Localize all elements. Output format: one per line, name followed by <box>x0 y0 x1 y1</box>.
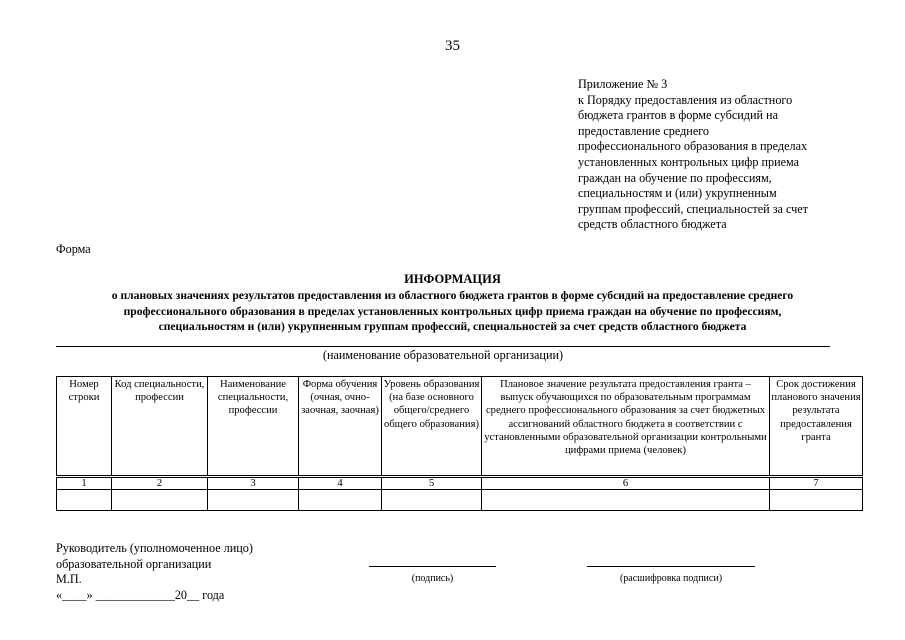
subtitle-line: о плановых значениях результатов предоставления из областного бюджета грантов в форме субсидий на предоставление среднего <box>111 289 794 302</box>
column-number: 4 <box>299 477 382 490</box>
signer-line: М.П. <box>56 572 82 586</box>
column-number: 2 <box>112 477 208 490</box>
appendix-line: к Порядку предоставления из областного <box>578 92 793 107</box>
header-cell: Наименование специальности, профессии <box>208 377 299 477</box>
table-cell <box>299 490 382 511</box>
subtitle-line: специальностям и (или) укрупненным группам профессий, специальностей за счет средств областного бюджета <box>158 320 747 333</box>
signature-line <box>369 566 496 567</box>
header-cell: Плановое значение результата предоставления гранта – выпуск обучающихся по образовательным программам среднего профессионального образования за счет бюджетных ассигнований областного бюджета в соответствии с установленными образовательной организации контрольными цифрами приема (человек) <box>482 377 770 477</box>
appendix-line: специальностям и (или) укрупненным <box>578 186 777 201</box>
appendix-line: граждан на обучение по профессиям, <box>578 170 772 185</box>
column-number: 1 <box>57 477 112 490</box>
table-cell <box>482 490 770 511</box>
page-number: 35 <box>445 38 460 54</box>
table-cell <box>57 490 112 511</box>
appendix-line: группам профессий, специальностей за счет <box>578 201 808 216</box>
table-column-numbers-row <box>57 477 863 490</box>
subtitle-line: профессионального образования в пределах установленных контрольных цифр приема граждан на обучение по профессиям, <box>123 304 782 318</box>
appendix-line: бюджета грантов в форме субсидий на <box>578 108 778 123</box>
document-subtitle <box>40 288 865 335</box>
header-cell: Код специальности, профессии <box>112 377 208 477</box>
signer-line: образовательной организации <box>56 556 212 571</box>
org-name-caption: (наименование образовательной организации) <box>322 348 564 362</box>
column-number: 6 <box>482 477 770 490</box>
form-label: Форма <box>56 242 91 256</box>
signature-caption: (подпись) <box>411 573 454 584</box>
column-number: 5 <box>382 477 482 490</box>
table-cell <box>382 490 482 511</box>
column-number: 3 <box>208 477 299 490</box>
signature-decode-caption: (расшифровка подписи) <box>619 573 723 584</box>
table-cell <box>208 490 299 511</box>
appendix-line: установленных контрольных цифр приема <box>578 154 800 169</box>
header-cell: Уровень образования (на базе основного общего/среднего общего образования) <box>382 377 482 477</box>
signer-block <box>56 541 253 603</box>
appendix-line: профессионального образования в пределах <box>578 139 808 154</box>
signature-decode-line <box>587 566 755 567</box>
appendix-note <box>578 77 838 233</box>
appendix-line: Приложение № 3 <box>578 77 668 91</box>
appendix-line: предоставление среднего <box>578 123 710 138</box>
signer-line: «____» _____________20__ года <box>56 587 225 602</box>
table-cell <box>770 490 863 511</box>
org-name-line <box>56 346 830 347</box>
column-number: 7 <box>770 477 863 490</box>
results-table <box>56 376 863 511</box>
table-row <box>57 490 863 511</box>
header-cell: Форма обучения (очная, очно-заочная, заочная) <box>299 377 382 477</box>
signer-line: Руководитель (уполномоченное лицо) <box>56 541 253 555</box>
header-cell: Номер строки <box>57 377 112 477</box>
document-title: ИНФОРМАЦИЯ <box>404 272 501 286</box>
appendix-line: средств областного бюджета <box>578 217 727 232</box>
table-cell <box>112 490 208 511</box>
header-cell: Срок достижения планового значения результата предоставления гранта <box>770 377 863 477</box>
table-header-row <box>57 377 863 477</box>
